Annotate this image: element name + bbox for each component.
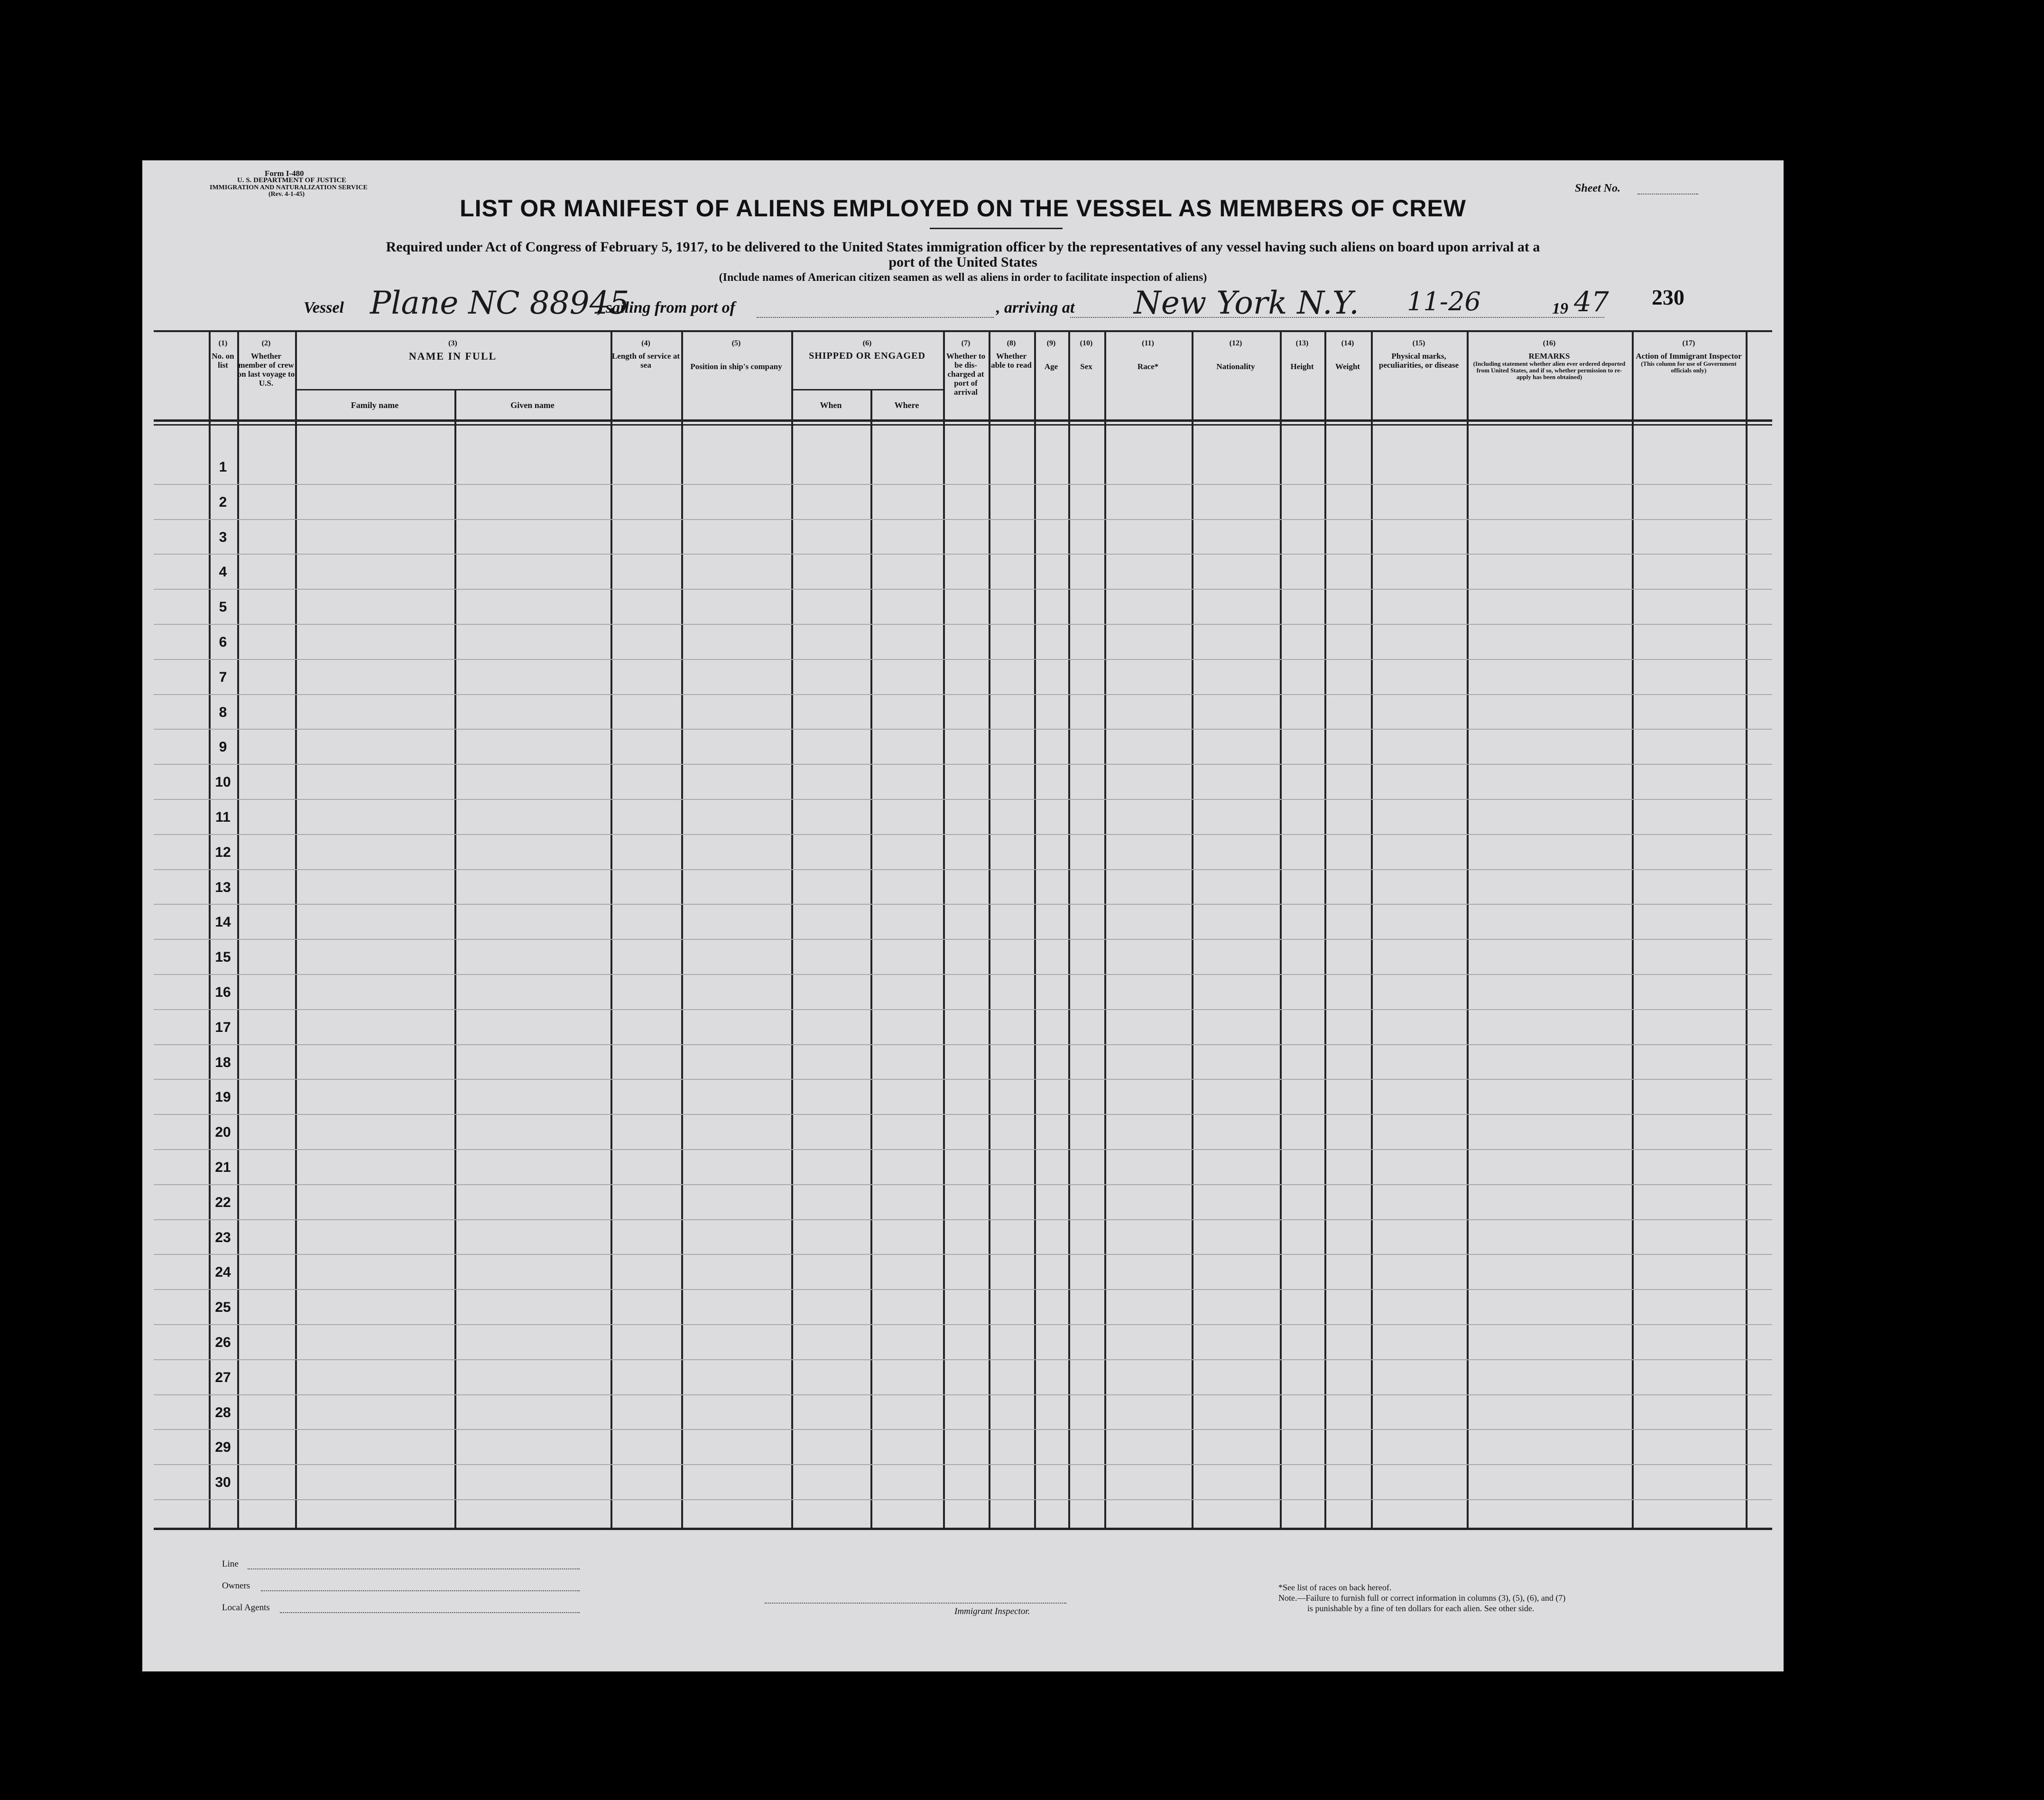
subheader-given-name: Given name	[510, 400, 555, 410]
vessel-label: Vessel	[304, 299, 344, 316]
vessel-name-handwritten[interactable]: Plane NC 88945	[370, 285, 629, 321]
col-divider	[681, 330, 683, 1529]
col-header-1: (1) No. on list	[212, 339, 234, 370]
row-rule	[154, 869, 1772, 870]
row-rule	[154, 799, 1772, 800]
row-rule	[154, 659, 1772, 660]
table-header-bottom-rule	[154, 419, 1772, 422]
col-header-15: (15) Physical marks, peculiarities, or disease	[1378, 339, 1459, 370]
footer-owners-label: Owners	[222, 1581, 250, 1591]
col-divider	[1068, 330, 1070, 1529]
table-top-rule	[154, 330, 1772, 332]
col-divider	[454, 389, 456, 1529]
row-rule	[154, 1254, 1772, 1255]
row-number: 21	[215, 1160, 231, 1175]
col-header-8: (8) Whether able to read	[991, 339, 1032, 370]
race-note: *See list of races on back hereof.	[1278, 1583, 1392, 1592]
row-rule	[154, 484, 1772, 485]
form-subtitle-1: Required under Act of Congress of February 5, 1917, to be delivered to the United States immigration officer by the representatives of any vessel having such aliens on board upon arrival at a	[386, 239, 1540, 255]
row-number: 19	[215, 1089, 231, 1105]
row-rule	[154, 729, 1772, 730]
row-rule	[154, 939, 1772, 940]
row-number: 1	[219, 459, 227, 475]
row-number: 5	[219, 599, 227, 615]
sailing-port-field[interactable]	[757, 317, 994, 318]
row-number: 4	[219, 564, 227, 580]
col-header-4: (4) Length of service at sea	[611, 339, 680, 370]
row-number: 20	[215, 1124, 231, 1141]
col-divider	[870, 389, 872, 1529]
row-number: 22	[215, 1194, 231, 1210]
department-name: U. S. DEPARTMENT OF JUSTICE	[237, 176, 347, 184]
row-rule	[154, 694, 1772, 695]
row-rule	[154, 1009, 1772, 1010]
sheet-number-label: Sheet No.	[1575, 182, 1620, 195]
arriving-at-label: , arriving at	[996, 299, 1075, 316]
row-rule	[154, 1289, 1772, 1290]
arrival-date-handwritten[interactable]: 11-26	[1407, 287, 1481, 316]
row-rule	[154, 1044, 1772, 1045]
col-divider	[1192, 330, 1193, 1529]
col-header-14: (14) Weight	[1335, 339, 1360, 371]
row-number: 24	[215, 1264, 231, 1280]
row-number: 26	[215, 1335, 231, 1350]
form-number: Form I-480	[265, 169, 304, 178]
row-number: 13	[215, 879, 231, 895]
col-divider	[1324, 330, 1326, 1529]
row-rule	[154, 1359, 1772, 1360]
row-rule	[154, 519, 1772, 520]
row-rule	[154, 904, 1772, 905]
row-number: 18	[215, 1054, 231, 1070]
row-number: 7	[219, 669, 227, 685]
row-rule	[154, 589, 1772, 590]
form-subtitle-3: (Include names of American citizen seamen as well as aliens in order to facilitate inspection of aliens)	[719, 271, 1207, 284]
vessel-line-rule	[1070, 317, 1604, 318]
col-divider	[791, 330, 793, 1529]
row-rule	[154, 974, 1772, 975]
table-bottom-rule	[154, 1528, 1772, 1530]
col-divider	[1371, 330, 1373, 1529]
fine-note-1: Note.—Failure to furnish full or correct information in columns (3), (5), (6), and (7)	[1278, 1593, 1566, 1603]
col-header-11: (11) Race*	[1137, 339, 1159, 371]
row-rule	[154, 834, 1772, 835]
col-header-3: (3) NAME IN FULL	[408, 339, 497, 362]
col-divider	[1746, 330, 1748, 1529]
page-number: 230	[1652, 285, 1684, 309]
row-number: 23	[215, 1229, 231, 1245]
form-subtitle-2: port of the United States	[888, 254, 1037, 270]
subheader-where: Where	[894, 400, 919, 410]
row-rule	[154, 1219, 1772, 1220]
row-number: 29	[215, 1439, 231, 1456]
row-rule	[154, 1429, 1772, 1430]
title-underline	[930, 228, 1063, 229]
row-rule	[154, 1184, 1772, 1185]
row-number: 10	[215, 774, 231, 790]
table-header-bottom-rule-2	[154, 424, 1772, 426]
col-header-16: (16) REMARKS (Including statement whether alien ever ordered deported from United States, and if so, whether permission to re-apply has been obtained)	[1473, 339, 1626, 380]
col-header-12: (12) Nationality	[1216, 339, 1255, 371]
col-header-17: (17) Action of Immigrant Inspector (This column for use of Government officials only)	[1636, 339, 1742, 374]
col-header-7: (7) Whether to be dis-charged at port of arrival	[946, 339, 986, 397]
subheader-when: When	[820, 400, 842, 410]
sailing-from-label: , sailing from port of	[598, 299, 735, 316]
row-number: 6	[219, 634, 227, 650]
col-divider	[1632, 330, 1634, 1529]
row-rule	[154, 1079, 1772, 1080]
col-divider	[1104, 330, 1106, 1529]
col-divider	[295, 330, 297, 1529]
row-number: 9	[219, 739, 227, 755]
col-divider	[237, 330, 239, 1529]
col-header-5: (5) Position in ship's company	[690, 339, 782, 371]
form-revision: (Rev. 4-1-45)	[268, 191, 305, 198]
row-number: 27	[215, 1369, 231, 1385]
row-rule	[154, 1149, 1772, 1150]
inspector-signature-field[interactable]	[765, 1603, 1066, 1604]
arrival-year-handwritten[interactable]: 47	[1574, 286, 1609, 318]
subheader-family-name: Family name	[351, 400, 399, 410]
row-rule	[154, 764, 1772, 765]
footer-line-field[interactable]	[248, 1568, 580, 1569]
col-divider	[1280, 330, 1282, 1529]
year-prefix: 19	[1552, 300, 1568, 317]
footer-owners-field[interactable]	[261, 1590, 580, 1591]
footer-line-label: Line	[222, 1559, 239, 1569]
manifest-sheet	[142, 160, 1784, 1671]
row-number: 14	[215, 914, 231, 930]
inspector-label: Immigrant Inspector.	[954, 1606, 1030, 1616]
row-rule	[154, 1114, 1772, 1115]
col-header-10: (10) Sex	[1080, 339, 1093, 371]
col-divider	[943, 330, 945, 1529]
form-title: LIST OR MANIFEST OF ALIENS EMPLOYED ON THE VESSEL AS MEMBERS OF CREW	[460, 195, 1466, 222]
footer-agents-label: Local Agents	[222, 1603, 270, 1613]
col-divider	[1467, 330, 1469, 1529]
col-header-6: (6) SHIPPED OR ENGAGED	[809, 339, 925, 361]
service-name: IMMIGRATION AND NATURALIZATION SERVICE	[210, 184, 368, 191]
row-number: 8	[219, 704, 227, 720]
row-number: 25	[215, 1299, 231, 1316]
row-rule	[154, 554, 1772, 555]
col-divider	[610, 330, 612, 1529]
footer-agents-field[interactable]	[280, 1612, 580, 1613]
row-number: 30	[215, 1475, 231, 1491]
col-header-2: (2) Whether member of crew on last voyage to U.S.	[237, 339, 295, 388]
row-rule	[154, 1324, 1772, 1325]
row-number: 28	[215, 1404, 231, 1420]
col-header-9: (9) Age	[1044, 339, 1058, 371]
row-number: 12	[215, 844, 231, 860]
row-rule	[154, 624, 1772, 625]
row-rule	[154, 1499, 1772, 1500]
row-number: 2	[219, 494, 227, 510]
row-number: 11	[215, 809, 231, 825]
row-rule	[154, 1394, 1772, 1395]
col-header-13: (13) Height	[1290, 339, 1314, 371]
row-number: 3	[219, 529, 227, 545]
col-divider	[989, 330, 990, 1529]
col-divider	[1034, 330, 1036, 1529]
row-number: 17	[215, 1019, 231, 1035]
row-rule	[154, 1464, 1772, 1465]
arriving-port-handwritten[interactable]: New York N.Y.	[1134, 285, 1359, 321]
row-number: 16	[215, 984, 231, 1000]
fine-note-2: is punishable by a fine of ten dollars for each alien. See other side.	[1307, 1604, 1535, 1613]
row-number: 15	[215, 949, 231, 965]
